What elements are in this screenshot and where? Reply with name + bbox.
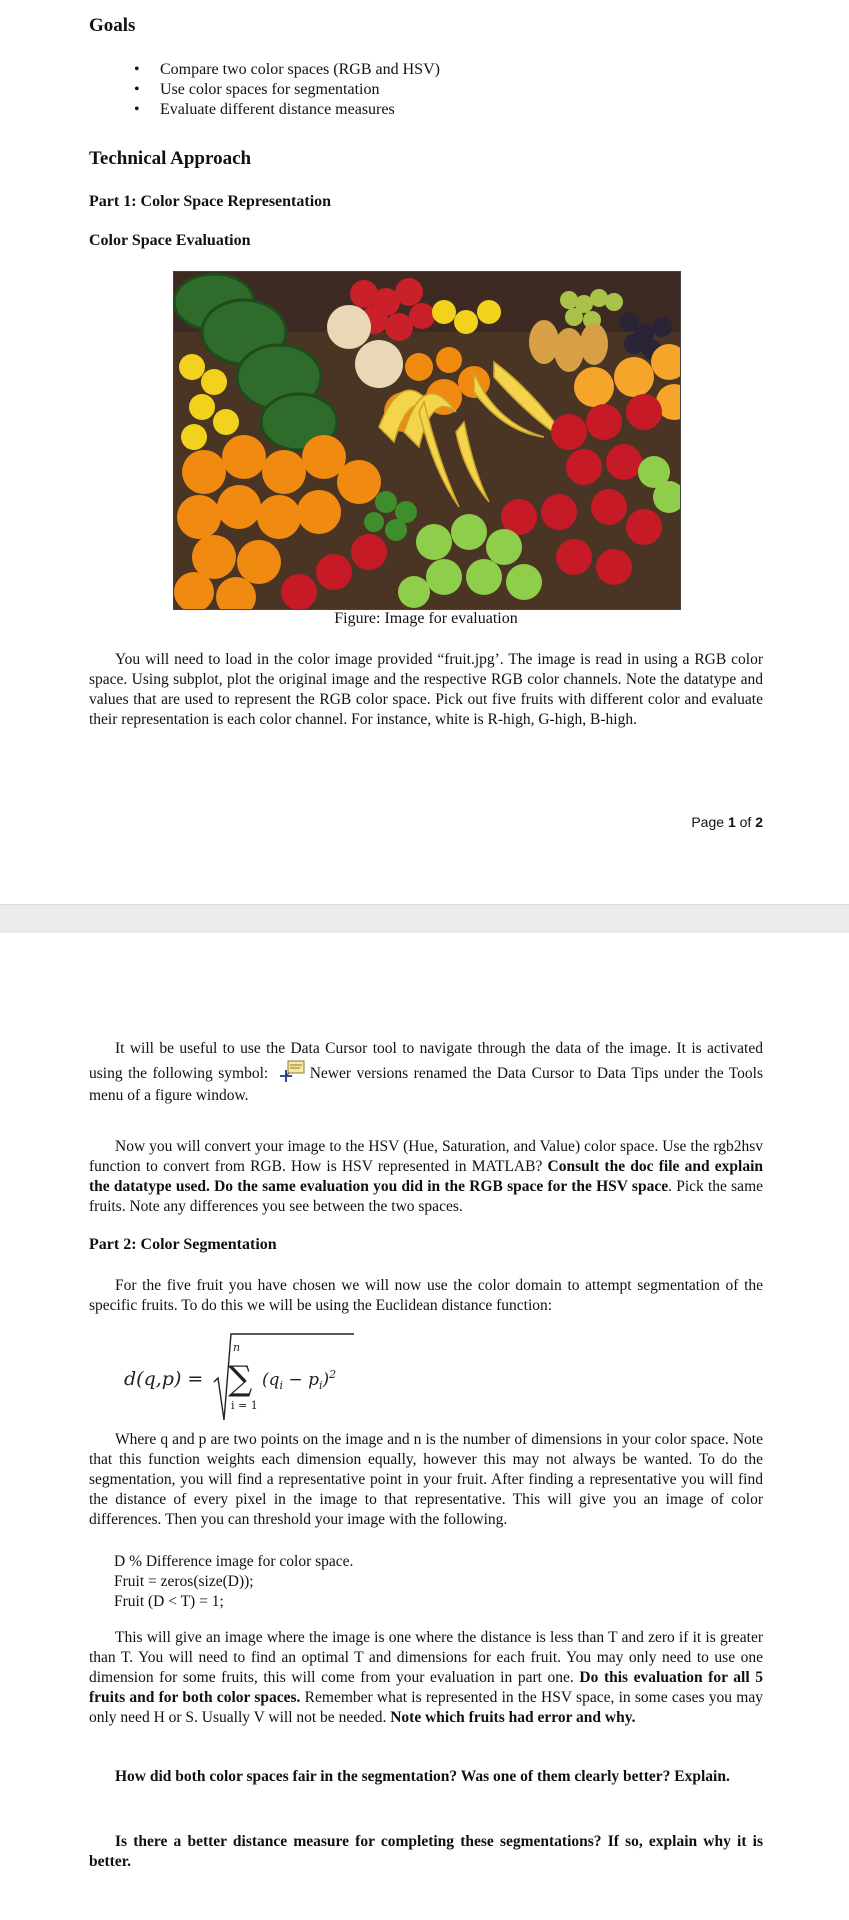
sum-upper-limit: n (233, 1341, 241, 1354)
data-cursor-paragraph: It will be useful to use the Data Cursor tool to navigate through the data of the image. It is activated using the following symbol: Newer versions renamed the Data Cursor to Data Tips under the Tools menu of a figure window. (89, 1040, 764, 1104)
fruit-image-illustration (174, 272, 680, 609)
color-space-evaluation-heading: Color Space Evaluation (89, 232, 251, 249)
part2-heading: Part 2: Color Segmentation (89, 1236, 277, 1253)
threshold-paragraph: This will give an image where the image is one where the distance is less than T and zero if it is greater than T. You will need to find an optimal T and dimensions for each fruit. You may only need to use one dimension for some fruits, this will come from your evaluation in part one. Do this evaluation for all 5 fruits and for both color spaces. Remember what is represented in the HSV space, in some cases you may only need H or S. Usually V will not be needed. Note which fruits had error and why. (89, 1629, 764, 1726)
technical-approach-heading: Technical Approach (89, 148, 252, 169)
list-item: • Evaluate different distance measures (134, 100, 440, 120)
page-number: Page 1 of 2 (691, 814, 763, 830)
question-color-spaces: How did both color spaces fair in the segmentation? Was one of them clearly better? Explain. (115, 1768, 730, 1785)
document-page-1 (0, 0, 849, 904)
hsv-paragraph: Now you will convert your image to the HSV (Hue, Saturation, and Value) color space. Use the rgb2hsv function to convert from RGB. How is HSV represented in MATLAB? Consult the doc file and explain the datatype used. Do the same evaluation you did in the RGB space for the HSV space. Pick the same fruits. Note any differences you see between the two spaces. (89, 1138, 764, 1215)
code-block (114, 1552, 353, 1612)
segmentation-paragraph: For the five fruit you have chosen we will now use the color domain to attempt segmentation of the specific fruits. To do this we will be using the Euclidean distance function: (89, 1277, 763, 1314)
goals-heading: Goals (89, 15, 136, 36)
data-cursor-icon (278, 1060, 306, 1084)
formula-lhs: d(q,p) = (124, 1368, 204, 1390)
paragraph-text: You will need to load in the color image provided “fruit.jpg’. The image is read in using a RGB color space. Using subplot, plot the original image and the respective RGB color channels. Note the datatype and values that are used to represent the RGB color space. Pick out five fruits with different color and evaluate their representation is each color channel. For instance, white is R-high, G-high, B-high. (89, 651, 763, 728)
code-line: Fruit (D < T) = 1; (114, 1593, 224, 1610)
page-separator (0, 904, 849, 934)
list-item: • Use color spaces for segmentation (134, 80, 440, 100)
formula-term: $(q_i - p_i)^2$ (262, 1368, 337, 1392)
sum-lower-limit: i = 1 (231, 1399, 258, 1412)
goals-list (134, 60, 440, 120)
code-line: Fruit = zeros(size(D)); (114, 1573, 254, 1590)
where-paragraph: Where q and p are two points on the image and n is the number of dimensions in your color space. Note that this function weights each dimension equally, however this may not always be wanted. To do the segmentation, you will find a representative point in your fruit. After finding a representative you will find the distance of every pixel in the image to that representative. This will give you an image of color differences. Then you can threshold your image with the following. (89, 1431, 763, 1528)
code-line: D % Difference image for color space. (114, 1553, 354, 1570)
sum-sign: ∑ (228, 1359, 253, 1399)
list-item: • Compare two color spaces (RGB and HSV) (134, 60, 440, 80)
rgb-instructions-paragraph (89, 650, 763, 730)
part1-heading: Part 1: Color Space Representation (89, 193, 332, 210)
question-distance-measure: Is there a better distance measure for completing these segmentations? If so, explain why it is better. (89, 1833, 763, 1870)
euclidean-distance-formula (124, 1330, 384, 1430)
figure-caption: Figure: Image for evaluation (334, 610, 518, 627)
fruit-image (173, 271, 681, 610)
